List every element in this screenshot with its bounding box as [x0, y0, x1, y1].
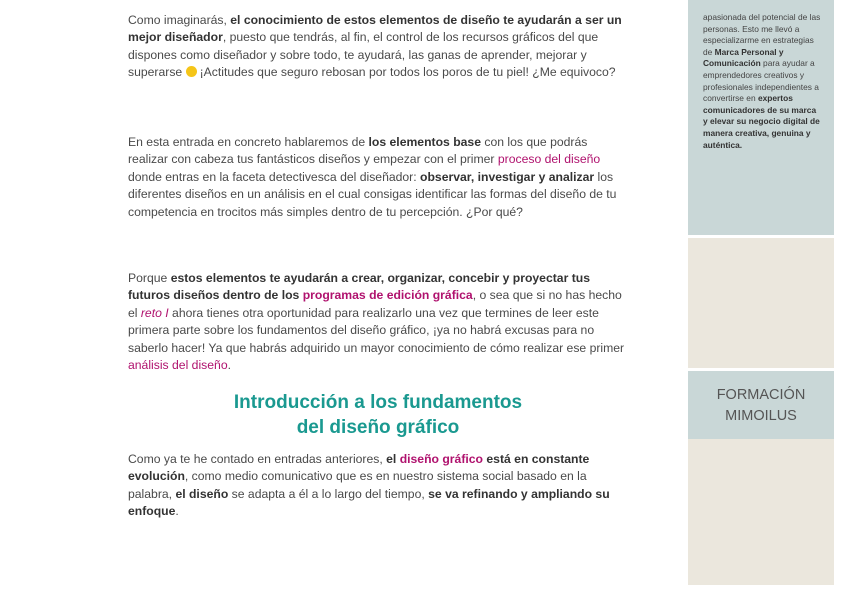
text: Como ya te he contado en entradas anteriores, — [128, 452, 387, 466]
text: , o sea que si no has hecho el — [128, 288, 622, 320]
text: ahora tienes otra oportunidad para realizarlo una vez que termines de leer este primera parte sobre los fundamentos del diseño gráfico, ¡ya no habrá excusas para no saberlo hacer! Ya que habrás adquirido un mayor conocimiento de cómo realizar ese primer — [128, 305, 625, 355]
bold-text: los elementos base — [368, 135, 481, 149]
bold-text: está en constante evolución — [128, 452, 590, 484]
text: . — [175, 504, 179, 519]
paragraph-1 — [128, 12, 628, 82]
formacion-mimoilus-widget[interactable] — [688, 371, 834, 439]
formacion-widget-body — [688, 439, 834, 585]
text: con los que podrás realizar con cabeza tus fantásticos diseños y empezar con el primer — [128, 135, 588, 167]
paragraph-4 — [128, 451, 628, 521]
text: , como medio comunicativo que es en nuestro sistema social basado en la palabra, — [128, 469, 587, 501]
text: ¡Actitudes que seguro rebosan por todos los poros de tu piel! ¿Me equivoco? — [199, 65, 616, 80]
heading-line-1: Introducción a los fundamentos — [233, 392, 523, 413]
text: . — [227, 358, 231, 373]
bold-text: el — [386, 452, 400, 466]
smiley-emoji-icon — [186, 66, 197, 77]
heading-line-2: del diseño gráfico — [296, 417, 460, 438]
link-analisis-del-diseno[interactable]: análisis del diseño — [128, 358, 228, 373]
text: donde entras en la faceta detectivesca del diseñador: — [128, 169, 421, 184]
text: , puesto que tendrás, al fin, el control de los recursos gráficos del que dispones como diseñador y sobre todo, te ayudará, las ganas de aprender, mejorar y superarse — [128, 30, 599, 80]
paragraph-2 — [128, 134, 628, 221]
text: Como imaginarás, — [128, 13, 231, 27]
bold-text: el conocimiento de estos elementos de diseño te ayudarán a ser un mejor diseñador — [128, 13, 622, 45]
text: para ayudar a emprendedores creativos y profesionales independientes a convertirse en — [703, 58, 819, 104]
link-proceso-del-diseno[interactable]: proceso del diseño — [497, 152, 601, 167]
bold-text: Marca Personal y Comunicación — [703, 46, 784, 69]
sidebar-widget-placeholder — [688, 238, 834, 368]
about-me-widget — [688, 0, 834, 235]
formacion-title-line-1: FORMACIÓN — [716, 387, 806, 403]
text: Porque — [128, 271, 171, 285]
text: se adapta a él a lo largo del tiempo, — [228, 486, 429, 501]
bold-text: observar, investigar y analizar — [420, 169, 595, 184]
paragraph-3 — [128, 270, 628, 374]
text: apasionada del potencial de las personas. Esto me llevó a especializarme en estrategias de — [703, 12, 821, 57]
bold-text: expertos comunicadores de su marca y elevar su negocio digital de manera creativa, genuina y auténtica. — [703, 93, 820, 150]
text: los diferentes diseños en un análisis en el cual consigas identificar las formas del diseño de tu competencia en trocitos más simples dentro de tu percepción. ¿Por qué? — [128, 169, 617, 219]
formacion-title-line-2: MIMOILUS — [725, 408, 797, 424]
bold-text: el diseño — [175, 486, 229, 501]
link-reto-1[interactable]: reto I — [140, 305, 169, 320]
text: En esta entrada en concreto hablaremos de — [128, 135, 369, 149]
bold-text: estos elementos te ayudarán a crear, organizar, concebir y proyectar tus futuros diseños dentro de los — [128, 271, 590, 303]
bold-text: se va refinando y ampliando su enfoque — [128, 486, 610, 519]
link-programas-edicion-grafica[interactable]: programas de edición gráfica — [302, 288, 473, 303]
about-me-text — [703, 12, 821, 151]
section-heading — [128, 390, 628, 440]
link-diseno-grafico[interactable]: diseño gráfico — [399, 452, 483, 466]
